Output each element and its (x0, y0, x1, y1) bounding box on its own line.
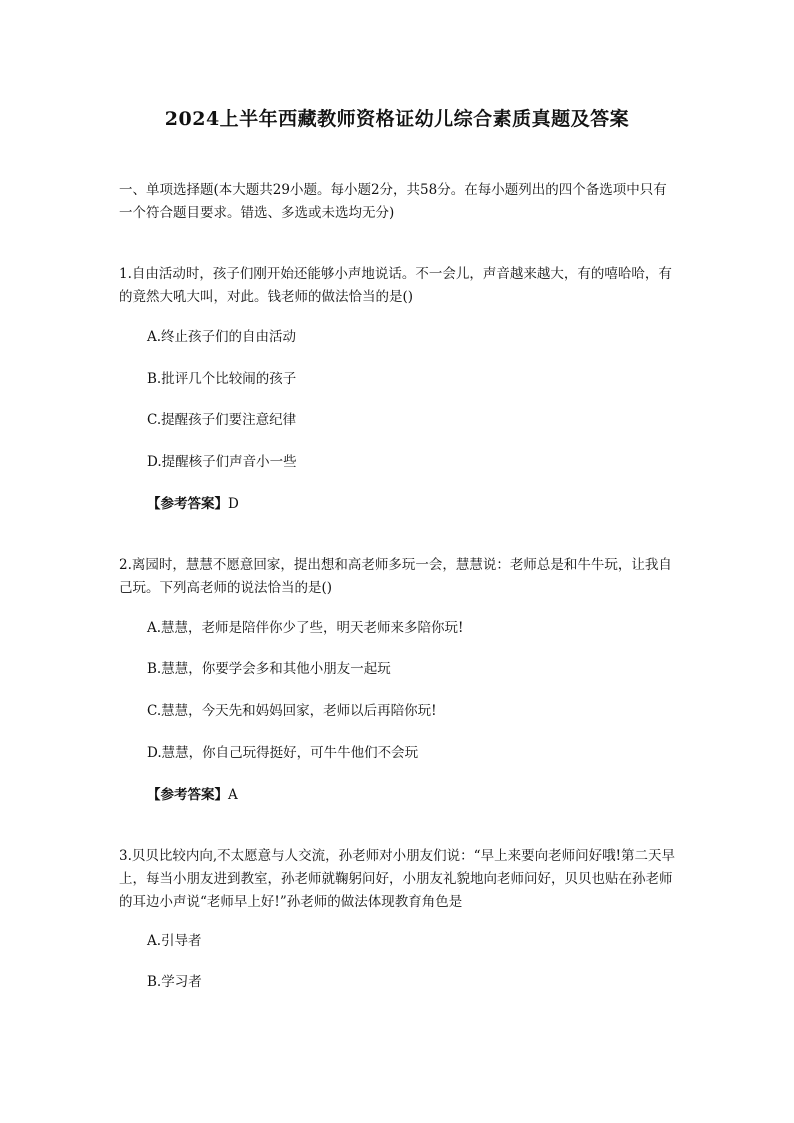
question-2-option-c: C.慧慧，今天先和妈妈回家，老师以后再陪你玩! (147, 703, 437, 719)
question-2-option-d: D.慧慧，你自己玩得挺好，可牛牛他们不会玩 (147, 745, 419, 761)
answer-label: 【参考答案】 (147, 787, 228, 803)
question-3-option-a: A.引导者 (147, 933, 202, 949)
question-1-answer (147, 494, 239, 514)
answer-label: 【参考答案】 (147, 496, 228, 512)
question-2-answer (147, 785, 238, 805)
question-1-option-a: A.终止孩子们的自由活动 (147, 329, 297, 345)
question-2-stem: 2.离园时，慧慧不愿意回家，提出想和高老师多玩一会，慧慧说：老师总是和牛牛玩，让我自己玩。下列高老师的说法恰当的是() (119, 557, 672, 596)
question-2-option-b: B.慧慧，你要学会多和其他小朋友一起玩 (147, 661, 391, 677)
answer-value: D (228, 496, 239, 512)
question-3-stem: 3.贝贝比较内向,不太愿意与人交流，孙老师对小朋友们说：“早上来要向老师问好哦!第二天早上，每当小朋友进到教室，孙老师就鞠躬问好，小朋友礼貌地向老师问好，贝贝也贴在孙老师的耳边小声说“老师早上好!”孙老师的做法体现教育角色是 (119, 848, 675, 910)
document-title: 2024上半年西藏教师资格证幼儿综合素质真题及答案 (164, 108, 630, 130)
section-intro: 一、单项选择题(本大题共29小题。每小题2分，共58分。在每小题列出的四个备选项中只有一个符合题目要求。错选、多选或未选均无分) (119, 182, 667, 221)
question-1-stem: 1.自由活动时，孩子们刚开始还能够小声地说话。不一会儿，声音越来越大，有的嘻哈哈，有的竟然大吼大叫，对此。钱老师的做法恰当的是() (119, 266, 672, 305)
question-1-option-c: C.提醒孩子们要注意纪律 (147, 412, 297, 428)
question-1-option-d: D.提醒核子们声音小一些 (147, 454, 297, 470)
question-1-option-b: B.批评几个比较闹的孩子 (147, 371, 297, 387)
answer-value: A (228, 787, 238, 803)
question-2-option-a: A.慧慧，老师是陪伴你少了些，明天老师来多陪你玩! (147, 620, 464, 636)
question-3-option-b: B.学习者 (147, 974, 202, 990)
